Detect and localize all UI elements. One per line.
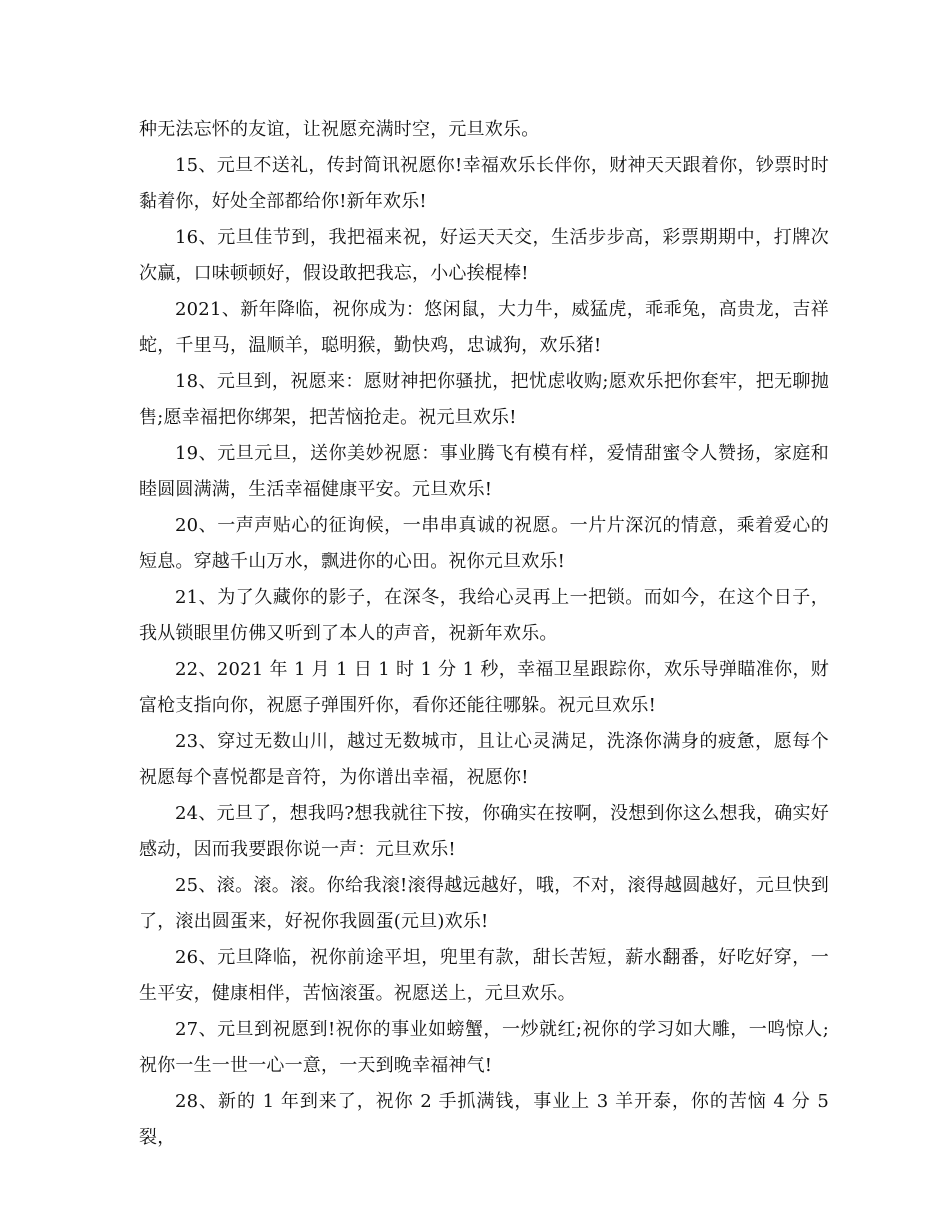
paragraph-item-26: 26、元旦降临，祝你前途平坦，兜里有款，甜长苦短，薪水翻番，好吃好穿，一生平安，健康相伴，苦恼滚蛋。祝愿送上，元旦欢乐。	[139, 947, 829, 1004]
document-body	[139, 112, 829, 1156]
paragraph-item-24: 24、元旦了，想我吗?想我就往下按，你确实在按啊，没想到你这么想我，确实好感动，因而我要跟你说一声：元旦欢乐!	[139, 803, 829, 860]
paragraph-item-19: 19、元旦元旦，送你美妙祝愿：事业腾飞有模有样，爱情甜蜜令人赞扬，家庭和睦圆圆满满，生活幸福健康平安。元旦欢乐!	[139, 443, 829, 500]
paragraph-item-25: 25、滚。滚。滚。你给我滚!滚得越远越好，哦，不对，滚得越圆越好，元旦快到了，滚出圆蛋来，好祝你我圆蛋(元旦)欢乐!	[139, 875, 829, 932]
paragraph-item-22: 22、2021 年 1 月 1 日 1 时 1 分 1 秒，幸福卫星跟踪你，欢乐导弹瞄准你，财富枪支指向你，祝愿子弹围歼你，看你还能往哪躲。祝元旦欢乐!	[139, 659, 829, 716]
paragraph-item-16: 16、元旦佳节到，我把福来祝，好运天天交，生活步步高，彩票期期中，打牌次次赢，口味顿顿好，假设敢把我忘，小心挨棍棒!	[139, 227, 829, 284]
paragraph-item-15: 15、元旦不送礼，传封简讯祝愿你!幸福欢乐长伴你，财神天天跟着你，钞票时时黏着你，好处全部都给你!新年欢乐!	[139, 155, 829, 212]
paragraph-item-23: 23、穿过无数山川，越过无数城市，且让心灵满足，洗涤你满身的疲惫，愿每个祝愿每个喜悦都是音符，为你谱出幸福，祝愿你!	[139, 731, 829, 788]
paragraph-item-20: 20、一声声贴心的征询候，一串串真诚的祝愿。一片片深沉的情意，乘着爱心的短息。穿越千山万水，飘进你的心田。祝你元旦欢乐!	[139, 515, 829, 572]
paragraph-item-21: 21、为了久藏你的影子，在深冬，我给心灵再上一把锁。而如今，在这个日子，我从锁眼里仿佛又听到了本人的声音，祝新年欢乐。	[139, 587, 829, 644]
paragraph-item-18: 18、元旦到，祝愿来：愿财神把你骚扰，把忧虑收购;愿欢乐把你套牢，把无聊抛售;愿幸福把你绑架，把苦恼抢走。祝元旦欢乐!	[139, 371, 829, 428]
paragraph-continuation: 种无法忘怀的友谊，让祝愿充满时空，元旦欢乐。	[139, 119, 540, 140]
paragraph-item-28: 28、新的 1 年到来了，祝你 2 手抓满钱，事业上 3 羊开泰，你的苦恼 4 分 5 裂，	[139, 1091, 829, 1148]
paragraph-item-2021: 2021、新年降临，祝你成为：悠闲鼠，大力牛，威猛虎，乖乖兔，高贵龙，吉祥蛇，千里马，温顺羊，聪明猴，勤快鸡，忠诚狗，欢乐猪!	[139, 299, 829, 356]
paragraph-item-27: 27、元旦到祝愿到!祝你的事业如螃蟹，一炒就红;祝你的学习如大雕，一鸣惊人;祝你一生一世一心一意，一天到晚幸福神气!	[139, 1019, 829, 1076]
